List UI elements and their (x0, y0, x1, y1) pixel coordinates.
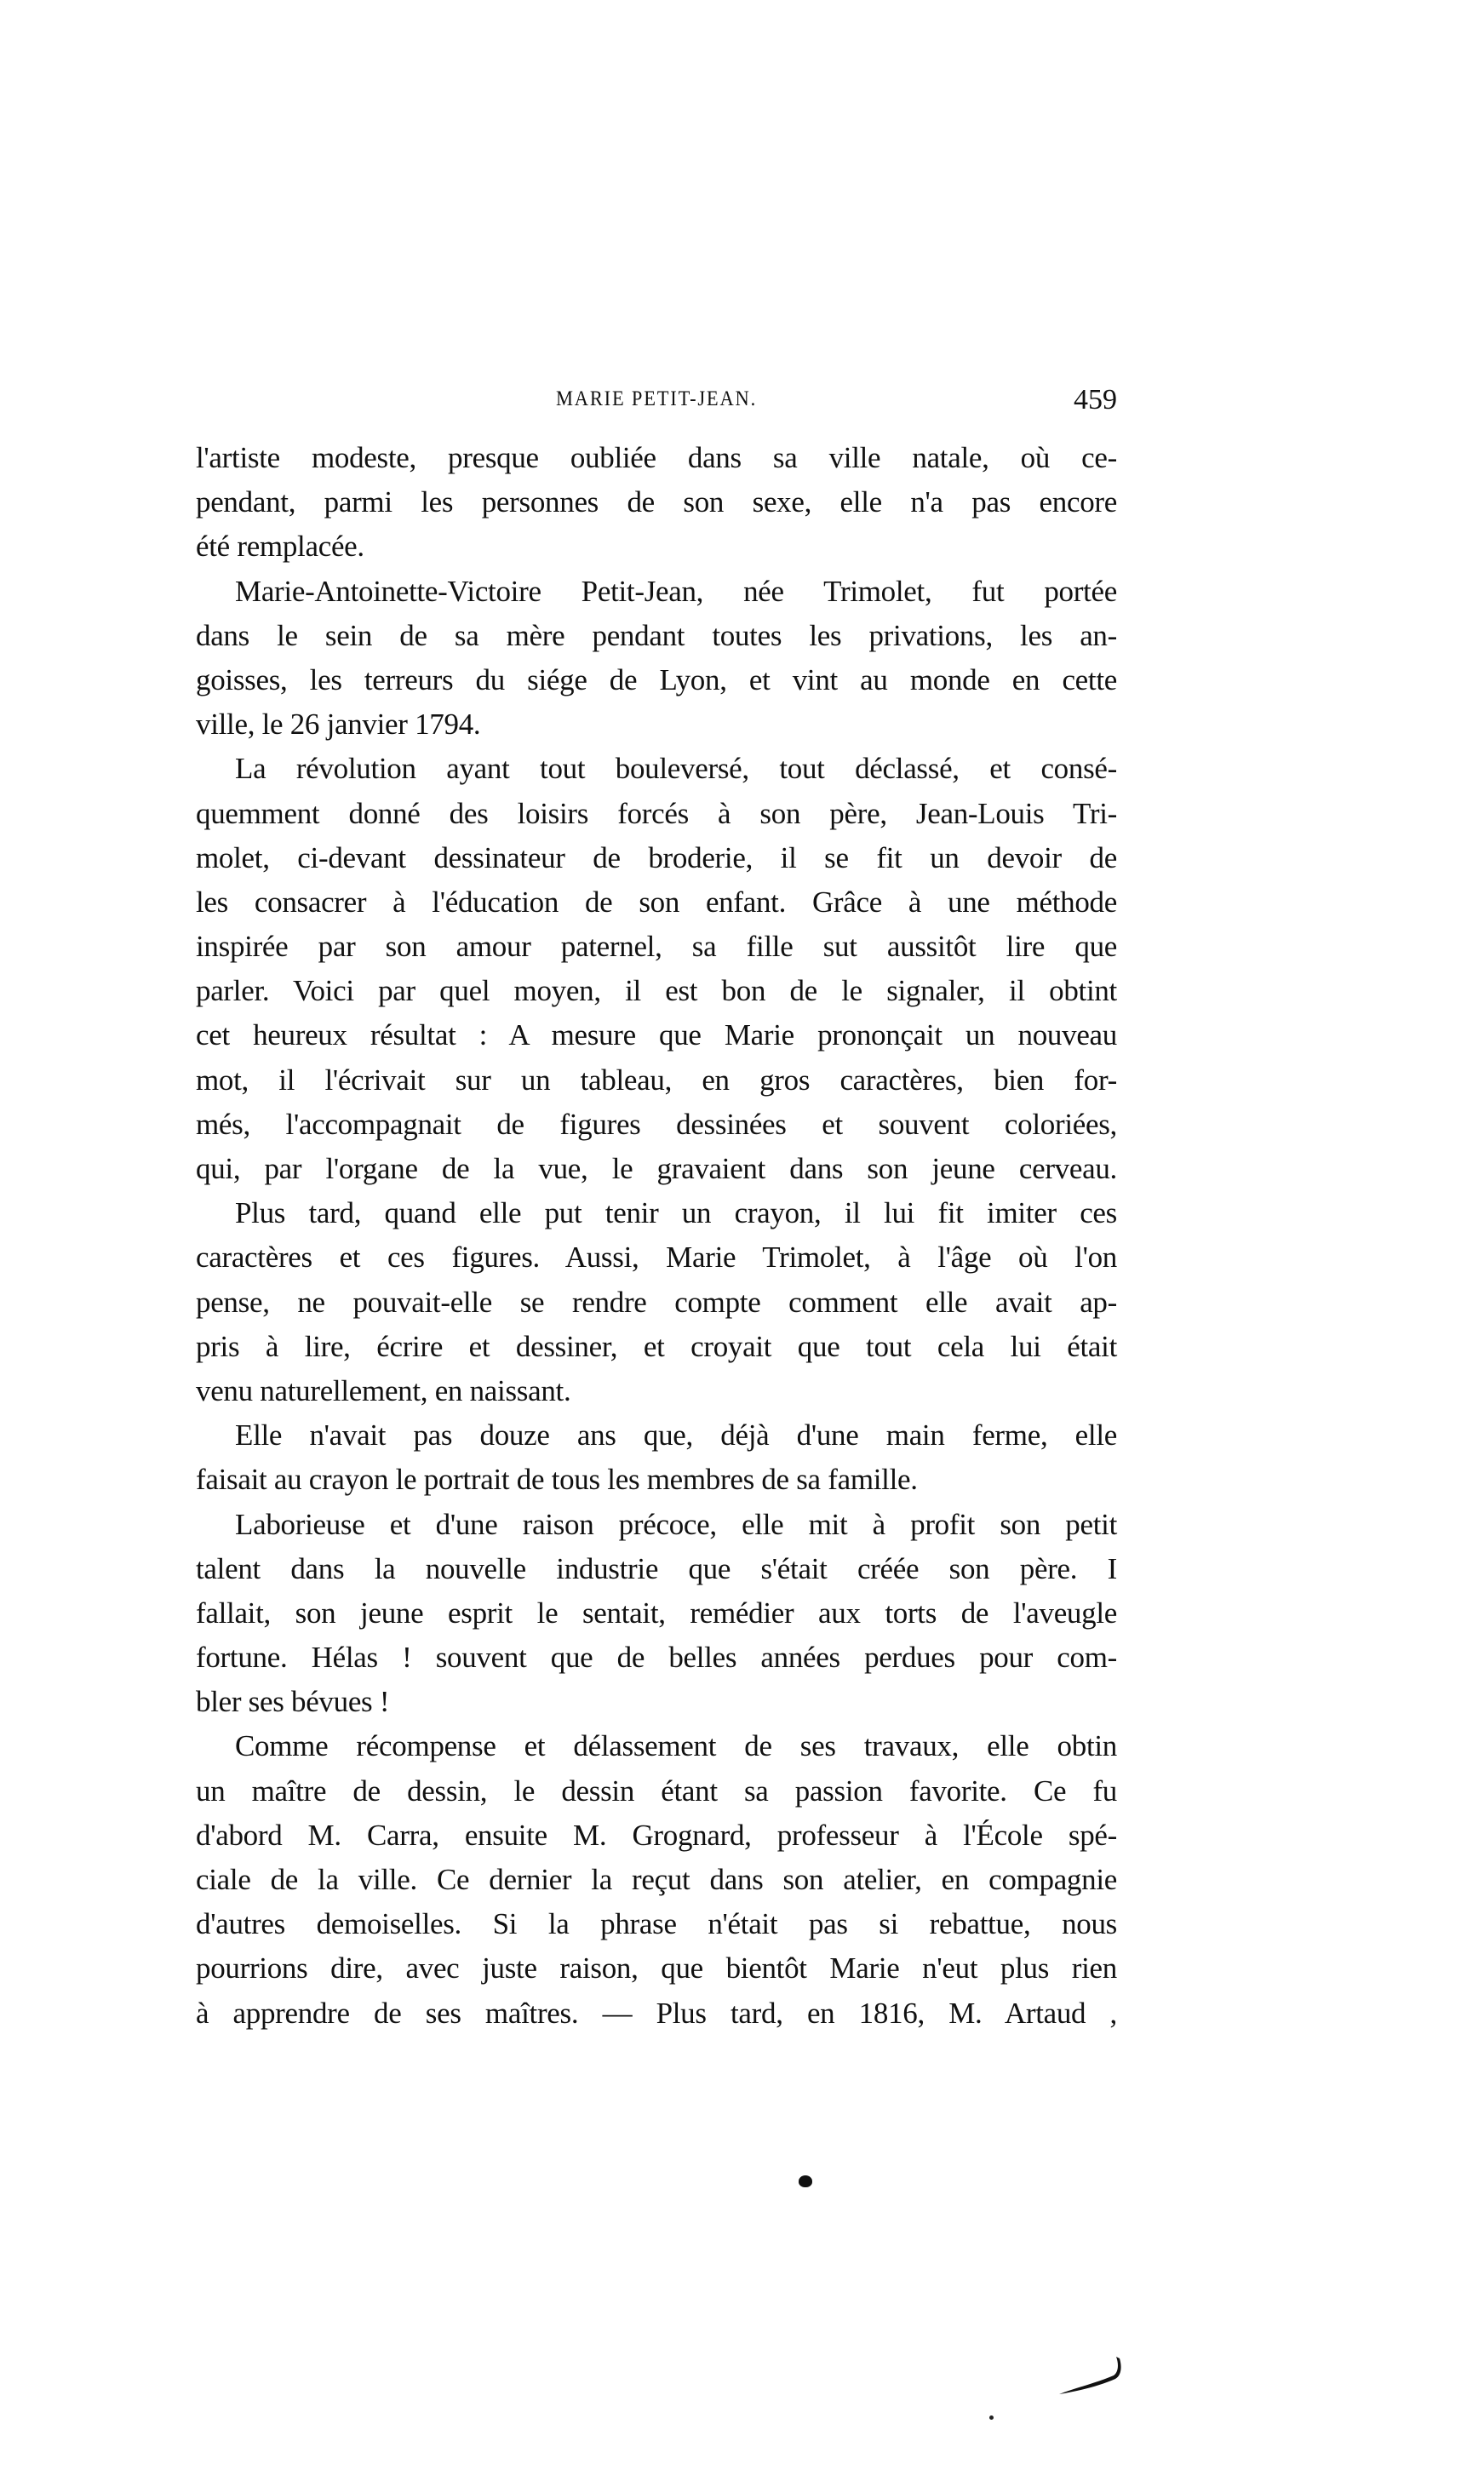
ink-blot-icon (799, 2175, 812, 2187)
text-line: goisses, les terreurs du siége de Lyon, et vint au monde en cette (196, 662, 1117, 696)
text-line: pendant, parmi les personnes de son sexe, elle n'a pas encore (196, 485, 1117, 519)
running-title: MARIE PETIT-JEAN. (555, 387, 758, 410)
text-line: Comme récompense et délassement de ses travaux, elle obtin (235, 1729, 1117, 1763)
text-line: cet heureux résultat : A mesure que Marie prononçait un nouveau (196, 1018, 1117, 1052)
text-line: pense, ne pouvait-elle se rendre compte comment elle avait ap- (196, 1285, 1117, 1319)
text-line: Elle n'avait pas douze ans que, déjà d'une main ferme, elle (235, 1418, 1117, 1453)
page-number: 459 (1074, 384, 1117, 415)
text-line: molet, ci-devant dessinateur de broderie, il se fit un devoir de (196, 840, 1117, 874)
text-line: Laborieuse et d'une raison précoce, elle mit à profit son petit (235, 1507, 1117, 1541)
text-line: à apprendre de ses maîtres. — Plus tard, en 1816, M. Artaud , (196, 1996, 1117, 2030)
text-line: dans le sein de sa mère pendant toutes les privations, les an- (196, 618, 1117, 652)
text-line: été remplacée. (196, 530, 364, 564)
text-line: fortune. Hélas ! souvent que de belles années perdues pour com- (196, 1641, 1117, 1675)
text-line: bler ses bévues ! (196, 1685, 390, 1719)
text-line: talent dans la nouvelle industrie que s'était créée son père. I (196, 1551, 1117, 1585)
text-line: pourrions dire, avec juste raison, que bientôt Marie n'eut plus rien (196, 1951, 1117, 1986)
text-line: quemment donné des loisirs forcés à son père, Jean-Louis Tri- (196, 796, 1117, 830)
text-line: ciale de la ville. Ce dernier la reçut dans son atelier, en compagnie (196, 1863, 1117, 1896)
text-line: pris à lire, écrire et dessiner, et croyait que tout cela lui était (196, 1329, 1117, 1363)
text-line: qui, par l'organe de la vue, le gravaient dans son jeune cerveau. (196, 1152, 1117, 1185)
running-head (196, 384, 1117, 421)
text-line: ville, le 26 janvier 1794. (196, 708, 481, 742)
text-line: caractères et ces figures. Aussi, Marie Trimolet, à l'âge où l'on (196, 1241, 1117, 1275)
text-line: mot, il l'écrivait sur un tableau, en gros caractères, bien for- (196, 1063, 1117, 1097)
speck-mark (989, 2415, 994, 2420)
text-line: La révolution ayant tout bouleversé, tout déclassé, et consé- (235, 752, 1117, 786)
text-line: faisait au crayon le portrait de tous les membres de sa famille. (196, 1463, 918, 1497)
text-line: l'artiste modeste, presque oubliée dans sa ville natale, où ce- (196, 441, 1117, 474)
text-line: fallait, son jeune esprit le sentait, remédier aux torts de l'aveugle (196, 1596, 1117, 1630)
body-text (196, 436, 1117, 2036)
text-line: més, l'accompagnait de figures dessinées et souvent coloriées, (196, 1107, 1117, 1141)
text-line: d'abord M. Carra, ensuite M. Grognard, professeur à l'École spé- (196, 1818, 1117, 1852)
text-line: Marie-Antoinette-Victoire Petit-Jean, née Trimolet, fut portée (235, 574, 1117, 608)
pen-stroke-icon (1056, 2350, 1124, 2401)
text-line: un maître de dessin, le dessin étant sa passion favorite. Ce fu (196, 1774, 1117, 1808)
text-line: d'autres demoiselles. Si la phrase n'était pas si rebattue, nous (196, 1907, 1117, 1941)
text-line: parler. Voici par quel moyen, il est bon de le signaler, il obtint (196, 974, 1117, 1008)
text-line: les consacrer à l'éducation de son enfant. Grâce à une méthode (196, 885, 1117, 919)
text-line: inspirée par son amour paternel, sa fille sut aussitôt lire que (196, 930, 1117, 964)
text-line: Plus tard, quand elle put tenir un crayon, il lui fit imiter ces (235, 1196, 1117, 1230)
text-line: venu naturellement, en naissant. (196, 1373, 571, 1407)
